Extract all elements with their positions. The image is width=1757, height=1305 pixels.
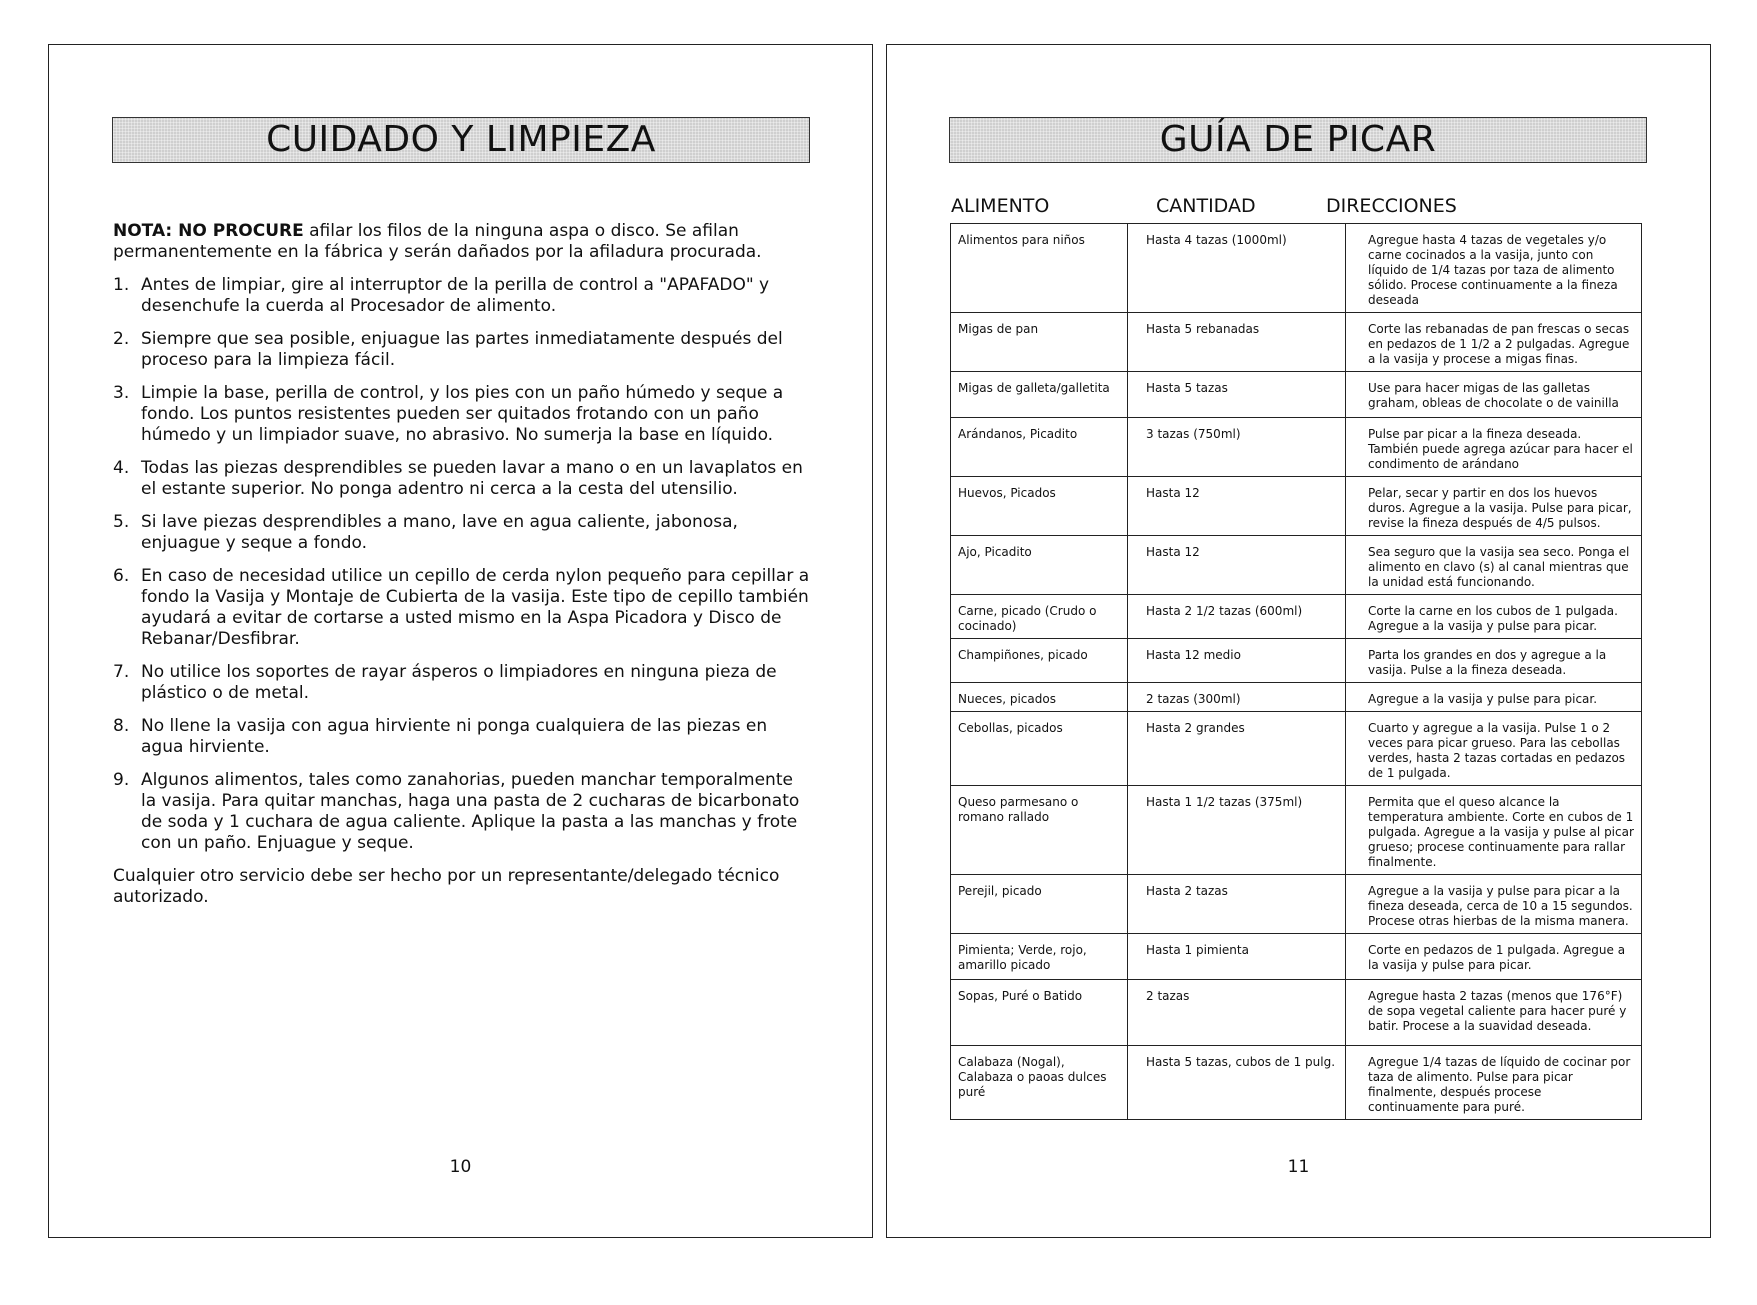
table-row bbox=[951, 418, 1642, 477]
note-label: NOTA: NO PROCURE bbox=[113, 221, 304, 241]
step-number: 2. bbox=[113, 329, 130, 349]
quantity-cell: Hasta 2 grandes bbox=[1128, 712, 1346, 786]
directions-cell: Agregue 1/4 tazas de líquido de cocinar por taza de alimento. Pulse para picar finalmente, después procese continuamente para puré. bbox=[1346, 1046, 1642, 1120]
quantity-cell: Hasta 5 rebanadas bbox=[1128, 313, 1346, 372]
directions-cell: Agregue hasta 4 tazas de vegetales y/o carne cocinados a la vasija, junto con líquido de 1/4 tazas por taza de alimento sólido. Procese continuamente a la fineza deseada bbox=[1346, 224, 1642, 313]
table-row bbox=[951, 712, 1642, 786]
directions-cell: Corte las rebanadas de pan frescas o secas en pedazos de 1 1/2 a 2 pulgadas. Agregue a la vasija y procese a migas finas. bbox=[1346, 313, 1642, 372]
header-directions: DIRECCIONES bbox=[1326, 195, 1457, 217]
table-row bbox=[951, 477, 1642, 536]
step-text: Todas las piezas desprendibles se pueden lavar a mano o en un lavaplatos en el estante superior. No ponga adentro ni cerca a la cesta del utensilio. bbox=[141, 458, 803, 499]
step-text: No utilice los soportes de rayar ásperos o limpiadores en ninguna pieza de plástico o de metal. bbox=[141, 662, 777, 703]
table-row bbox=[951, 639, 1642, 683]
step-item bbox=[113, 716, 813, 758]
step-number: 3. bbox=[113, 383, 130, 403]
step-number: 6. bbox=[113, 566, 130, 586]
page-title-banner: CUIDADO Y LIMPIEZA bbox=[112, 117, 810, 163]
step-text: Siempre que sea posible, enjuague las partes inmediatamente después del proceso para la limpieza fácil. bbox=[141, 329, 783, 370]
food-cell: Calabaza (Nogal), Calabaza o paoas dulces puré bbox=[951, 1046, 1128, 1120]
directions-cell: Corte la carne en los cubos de 1 pulgada. Agregue a la vasija y pulse para picar. bbox=[1346, 595, 1642, 639]
step-item bbox=[113, 662, 813, 704]
quantity-cell: Hasta 12 medio bbox=[1128, 639, 1346, 683]
step-item bbox=[113, 566, 813, 650]
table-row bbox=[951, 683, 1642, 712]
directions-cell: Agregue a la vasija y pulse para picar. bbox=[1346, 683, 1642, 712]
closing-paragraph: Cualquier otro servicio debe ser hecho por un representante/delegado técnico autorizado. bbox=[113, 866, 780, 907]
table-row bbox=[951, 536, 1642, 595]
directions-cell: Permita que el queso alcance la temperatura ambiente. Corte en cubos de 1 pulgada. Agregue a la vasija y pulse al picar grueso; procese continuamente para rallar finalmente. bbox=[1346, 786, 1642, 875]
food-cell: Pimienta; Verde, rojo, amarillo picado bbox=[951, 934, 1128, 980]
directions-cell: Cuarto y agregue a la vasija. Pulse 1 o 2 veces para picar grueso. Para las cebollas verdes, hasta 2 tazas cortadas en pedazos de 1 pulgada. bbox=[1346, 712, 1642, 786]
food-cell: Migas de pan bbox=[951, 313, 1128, 372]
step-number: 1. bbox=[113, 275, 130, 295]
quantity-cell: Hasta 12 bbox=[1128, 477, 1346, 536]
directions-cell: Corte en pedazos de 1 pulgada. Agregue a la vasija y pulse para picar. bbox=[1346, 934, 1642, 980]
steps-list bbox=[113, 275, 813, 854]
food-cell: Huevos, Picados bbox=[951, 477, 1128, 536]
step-text: Limpie la base, perilla de control, y los pies con un paño húmedo y seque a fondo. Los puntos resistentes pueden ser quitados frotando con un paño húmedo y un limpiador suave, no abrasivo. No sumerja la base en líquido. bbox=[141, 383, 784, 445]
directions-cell: Pulse par picar a la fineza deseada. También puede agrega azúcar para hacer el condimento de arándano bbox=[1346, 418, 1642, 477]
page-title-banner: GUÍA DE PICAR bbox=[949, 117, 1647, 163]
table-row bbox=[951, 875, 1642, 934]
step-text: Antes de limpiar, gire al interruptor de la perilla de control a "APAFADO" y desenchufe la cuerda al Procesador de alimento. bbox=[141, 275, 770, 316]
food-cell: Champiñones, picado bbox=[951, 639, 1128, 683]
quantity-cell: 3 tazas (750ml) bbox=[1128, 418, 1346, 477]
quantity-cell: Hasta 1 1/2 tazas (375ml) bbox=[1128, 786, 1346, 875]
step-item bbox=[113, 329, 813, 371]
table-row bbox=[951, 980, 1642, 1046]
note-text: afilar los filos de la ninguna aspa o disco. Se afilan permanentemente en la fábrica y serán dañados por la afiladura procurada. bbox=[113, 221, 762, 262]
quantity-cell: 2 tazas (300ml) bbox=[1128, 683, 1346, 712]
directions-cell: Pelar, secar y partir en dos los huevos duros. Agregue a la vasija. Pulse para picar, revise la fineza después de 4/5 pulsos. bbox=[1346, 477, 1642, 536]
quantity-cell: Hasta 1 pimienta bbox=[1128, 934, 1346, 980]
step-number: 5. bbox=[113, 512, 130, 532]
step-number: 7. bbox=[113, 662, 130, 682]
step-text: Algunos alimentos, tales como zanahorias, pueden manchar temporalmente la vasija. Para quitar manchas, haga una pasta de 2 cucharas de bicarbonato de soda y 1 cuchara de agua caliente. Aplique la pasta a las manchas y frote con un paño. Enjuague y seque. bbox=[141, 770, 800, 853]
directions-cell: Sea seguro que la vasija sea seco. Ponga el alimento en clavo (s) al canal mientras que la unidad está funcionando. bbox=[1346, 536, 1642, 595]
column-headers bbox=[951, 195, 1641, 219]
directions-cell: Agregue a la vasija y pulse para picar a la fineza deseada, cerca de 10 a 15 segundos. Procese otras hierbas de la misma manera. bbox=[1346, 875, 1642, 934]
header-food: ALIMENTO bbox=[951, 195, 1050, 217]
directions-cell: Agregue hasta 2 tazas (menos que 176°F) de sopa vegetal caliente para hacer puré y batir. Procese a la suavidad deseada. bbox=[1346, 980, 1642, 1046]
food-cell: Arándanos, Picadito bbox=[951, 418, 1128, 477]
quantity-cell: Hasta 5 tazas, cubos de 1 pulg. bbox=[1128, 1046, 1346, 1120]
step-item bbox=[113, 512, 813, 554]
step-item bbox=[113, 275, 813, 317]
food-cell: Migas de galleta/galletita bbox=[951, 372, 1128, 418]
step-item bbox=[113, 383, 813, 446]
quantity-cell: Hasta 5 tazas bbox=[1128, 372, 1346, 418]
cleaning-instructions bbox=[113, 221, 813, 920]
quantity-cell: Hasta 2 1/2 tazas (600ml) bbox=[1128, 595, 1346, 639]
step-item bbox=[113, 458, 813, 500]
table-row bbox=[951, 224, 1642, 313]
table-row bbox=[951, 372, 1642, 418]
step-text: Si lave piezas desprendibles a mano, lave en agua caliente, jabonosa, enjuague y seque a fondo. bbox=[141, 512, 738, 553]
directions-cell: Parta los grandes en dos y agregue a la vasija. Pulse a la fineza deseada. bbox=[1346, 639, 1642, 683]
page-number: 10 bbox=[449, 1157, 472, 1177]
right-page bbox=[886, 44, 1711, 1238]
left-page bbox=[48, 44, 873, 1238]
step-number: 4. bbox=[113, 458, 130, 478]
quantity-cell: 2 tazas bbox=[1128, 980, 1346, 1046]
food-cell: Sopas, Puré o Batido bbox=[951, 980, 1128, 1046]
table-row bbox=[951, 595, 1642, 639]
table-row bbox=[951, 934, 1642, 980]
food-cell: Ajo, Picadito bbox=[951, 536, 1128, 595]
step-text: En caso de necesidad utilice un cepillo de cerda nylon pequeño para cepillar a fondo la Vasija y Montaje de Cubierta de la vasija. Este tipo de cepillo también ayudará a evitar de cortarse a usted mismo en la Aspa Picadora y Disco de Rebanar/Desfibrar. bbox=[141, 566, 810, 649]
note-paragraph bbox=[113, 221, 813, 263]
table-row bbox=[951, 313, 1642, 372]
food-cell: Carne, picado (Crudo o cocinado) bbox=[951, 595, 1128, 639]
chopping-guide-table bbox=[950, 223, 1642, 1120]
quantity-cell: Hasta 2 tazas bbox=[1128, 875, 1346, 934]
food-cell: Cebollas, picados bbox=[951, 712, 1128, 786]
quantity-cell: Hasta 4 tazas (1000ml) bbox=[1128, 224, 1346, 313]
quantity-cell: Hasta 12 bbox=[1128, 536, 1346, 595]
step-number: 9. bbox=[113, 770, 130, 790]
food-cell: Perejil, picado bbox=[951, 875, 1128, 934]
directions-cell: Use para hacer migas de las galletas graham, obleas de chocolate o de vainilla bbox=[1346, 372, 1642, 418]
table-row bbox=[951, 786, 1642, 875]
header-quantity: CANTIDAD bbox=[1156, 195, 1256, 217]
food-cell: Alimentos para niños bbox=[951, 224, 1128, 313]
step-number: 8. bbox=[113, 716, 130, 736]
page-number: 11 bbox=[1287, 1157, 1310, 1177]
food-cell: Nueces, picados bbox=[951, 683, 1128, 712]
step-text: No llene la vasija con agua hirviente ni ponga cualquiera de las piezas en agua hirviente. bbox=[141, 716, 768, 757]
table-row bbox=[951, 1046, 1642, 1120]
step-item bbox=[113, 770, 813, 854]
food-cell: Queso parmesano o romano rallado bbox=[951, 786, 1128, 875]
